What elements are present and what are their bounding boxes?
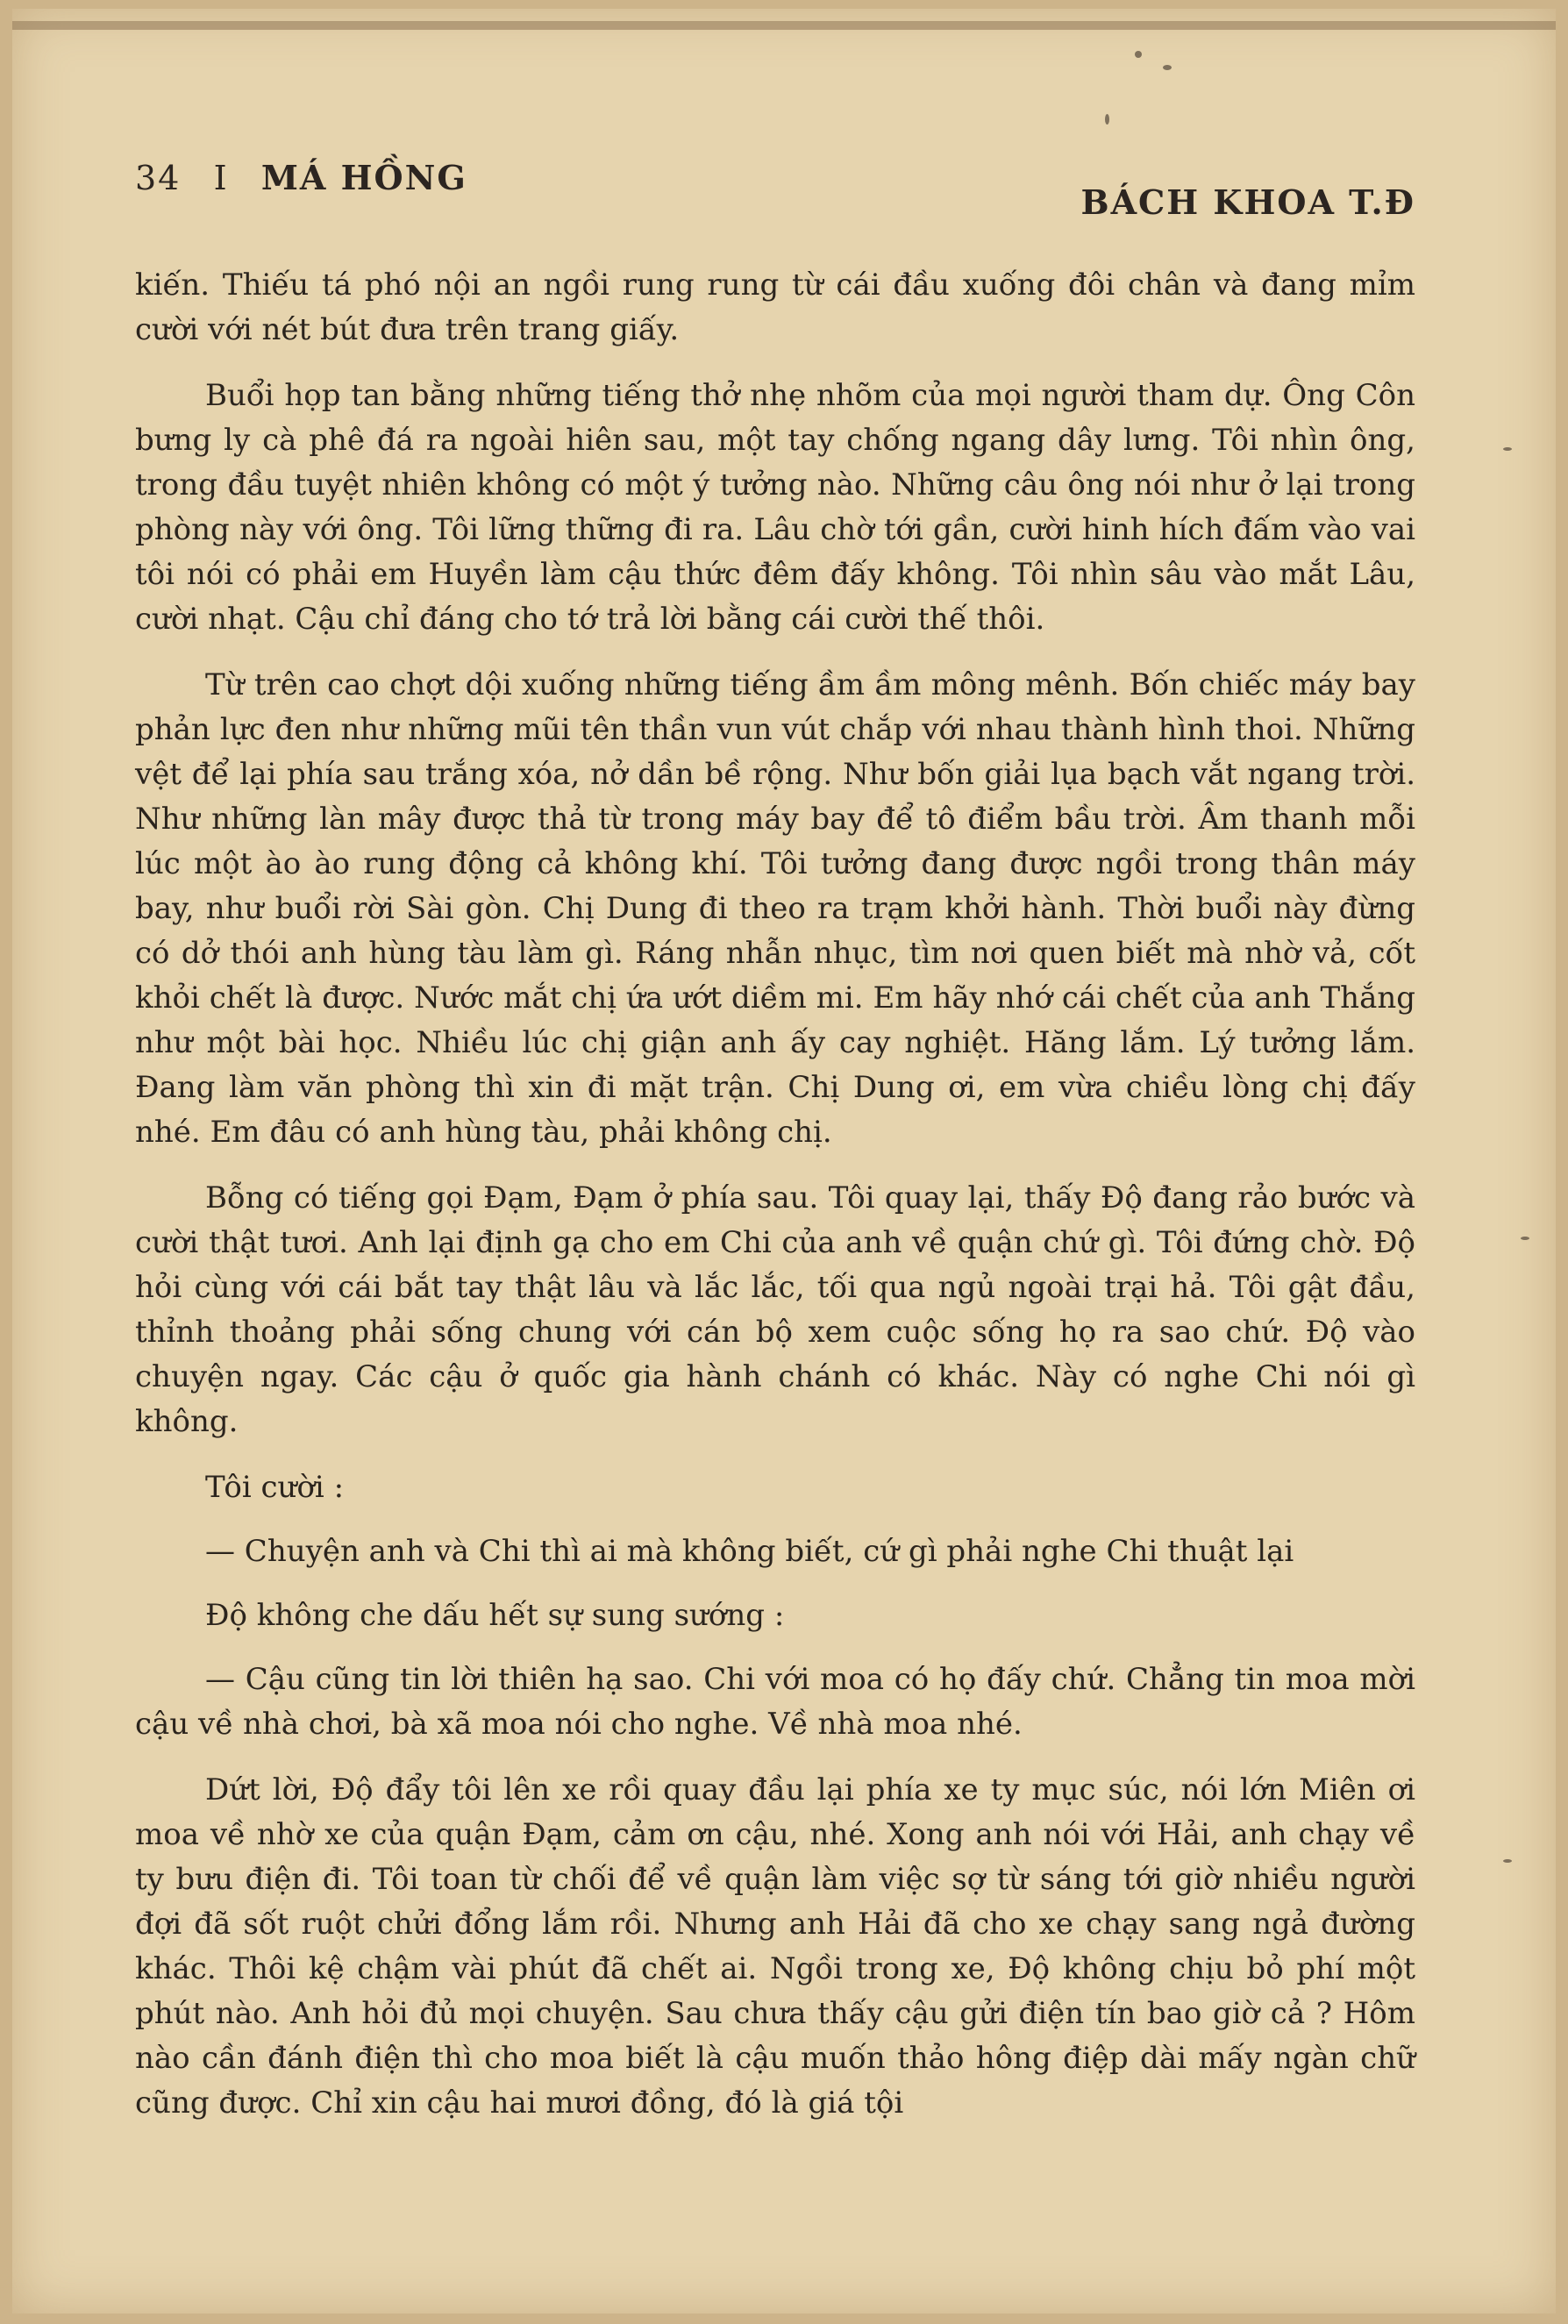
dialogue-line: — Chuyện anh và Chi thì ai mà không biết, cứ gì phải nghe Chi thuật lại (205, 1534, 1294, 1569)
chapter-title: MÁ HỒNG (260, 158, 467, 197)
ink-speck (1503, 447, 1512, 451)
running-header (135, 158, 1415, 222)
paragraph: Bỗng có tiếng gọi Đạm, Đạm ở phía sau. Tôi quay lại, thấy Độ đang rảo bước và cười thật tươi. Anh lại định gạ cho em Chi của anh về quận chứ gì. Tôi đứng chờ. Độ hỏi cùng với cái bắt tay thật lâu và lắc lắc, tối qua ngủ ngoài trại hả. Tôi gật đầu, thỉnh thoảng phải sống chung với cán bộ xem cuộc sống họ ra sao chứ. Độ vào chuyện ngay. Các cậu ở quốc gia hành chánh có khác. Này có nghe Chi nói gì không. (135, 1180, 1415, 1439)
book-page (12, 9, 1556, 2313)
publication-title: BÁCH KHOA T.Đ (1080, 182, 1415, 222)
paragraph: Buổi họp tan bằng những tiếng thở nhẹ nhõm của mọi người tham dự. Ông Côn bưng ly cà phê đá ra ngoài hiên sau, một tay chống ngang dây lưng. Tôi nhìn ông, trong đầu tuyệt nhiên không có một ý tưởng nào. Những câu ông nói như ở lại trong phòng này với ông. Tôi lững thững đi ra. Lâu chờ tới gần, cười hinh hích đấm vào vai tôi nói có phải em Huyền làm cậu thức đêm đấy không. Tôi nhìn sâu vào mắt Lâu, cười nhạt. Cậu chỉ đáng cho tớ trả lời bằng cái cười thế thôi. (135, 378, 1415, 637)
ink-speck (1105, 114, 1109, 125)
header-separator: I (213, 159, 229, 197)
body-text (135, 263, 1415, 2147)
page-number: 34 (135, 159, 182, 197)
dialogue-line: — Cậu cũng tin lời thiên hạ sao. Chi với moa có họ đấy chứ. Chẳng tin moa mời cậu về nhà chơi, bà xã moa nói cho nghe. Về nhà moa nhé. (135, 1662, 1415, 1742)
paragraph: Dứt lời, Độ đẩy tôi lên xe rồi quay đầu lại phía xe ty mục súc, nói lớn Miên ơi moa về nhờ xe của quận Đạm, cảm ơn cậu, nhé. Xong anh nói với Hải, anh chạy về ty bưu điện đi. Tôi toan từ chối để về quận làm việc sợ từ sáng tới giờ nhiều người đợi đã sốt ruột chửi đổng lắm rồi. Nhưng anh Hải đã cho xe chạy sang ngả đường khác. Thôi kệ chậm vài phút đã chết ai. Ngồi trong xe, Độ không chịu bỏ phí một phút nào. Anh hỏi đủ mọi chuyện. Sau chưa thấy cậu gửi điện tín bao giờ cả ? Hôm nào cần đánh điện thì cho moa biết là cậu muốn thảo hông điệp dài mấy ngàn chữ cũng được. Chỉ xin cậu hai mươi đồng, đó là giá tội (135, 1772, 1415, 2121)
paragraph-continued: kiến. Thiếu tá phó nội an ngồi rung rung từ cái đầu xuống đôi chân và đang mỉm cười với nét bút đưa trên trang giấy. (135, 267, 1415, 347)
dialogue-line: Tôi cười : (205, 1470, 345, 1505)
dialogue-line: Độ không che dấu hết sự sung sướng : (205, 1598, 785, 1633)
top-edge-rule (12, 21, 1556, 30)
ink-speck (1503, 1859, 1512, 1863)
paragraph: Từ trên cao chợt dội xuống những tiếng ầm ầm mông mênh. Bốn chiếc máy bay phản lực đen như những mũi tên thần vun vút chắp với nhau thành hình thoi. Những vệt để lại phía sau trắng xóa, nở dần bề rộng. Như bốn giải lụa bạch vắt ngang trời. Như những làn mây được thả từ trong máy bay để tô điểm bầu trời. Âm thanh mỗi lúc một ào ào rung động cả không khí. Tôi tưởng đang được ngồi trong thân máy bay, như buổi rời Sài gòn. Chị Dung đi theo ra trạm khởi hành. Thời buổi này đừng có dở thói anh hùng tàu làm gì. Ráng nhẫn nhục, tìm nơi quen biết mà nhờ vả, cốt khỏi chết là được. Nước mắt chị ứa ướt diềm mi. Em hãy nhớ cái chết của anh Thắng như một bài học. Nhiều lúc chị giận anh ấy cay nghiệt. Hăng lắm. Lý tưởng lắm. Đang làm văn phòng thì xin đi mặt trận. Chị Dung ơi, em vừa chiều lòng chị đấy nhé. Em đâu có anh hùng tàu, phải không chị. (135, 667, 1415, 1150)
ink-speck (1521, 1237, 1529, 1240)
ink-speck (1163, 65, 1172, 70)
ink-speck (1135, 51, 1142, 58)
header-left (135, 158, 467, 197)
